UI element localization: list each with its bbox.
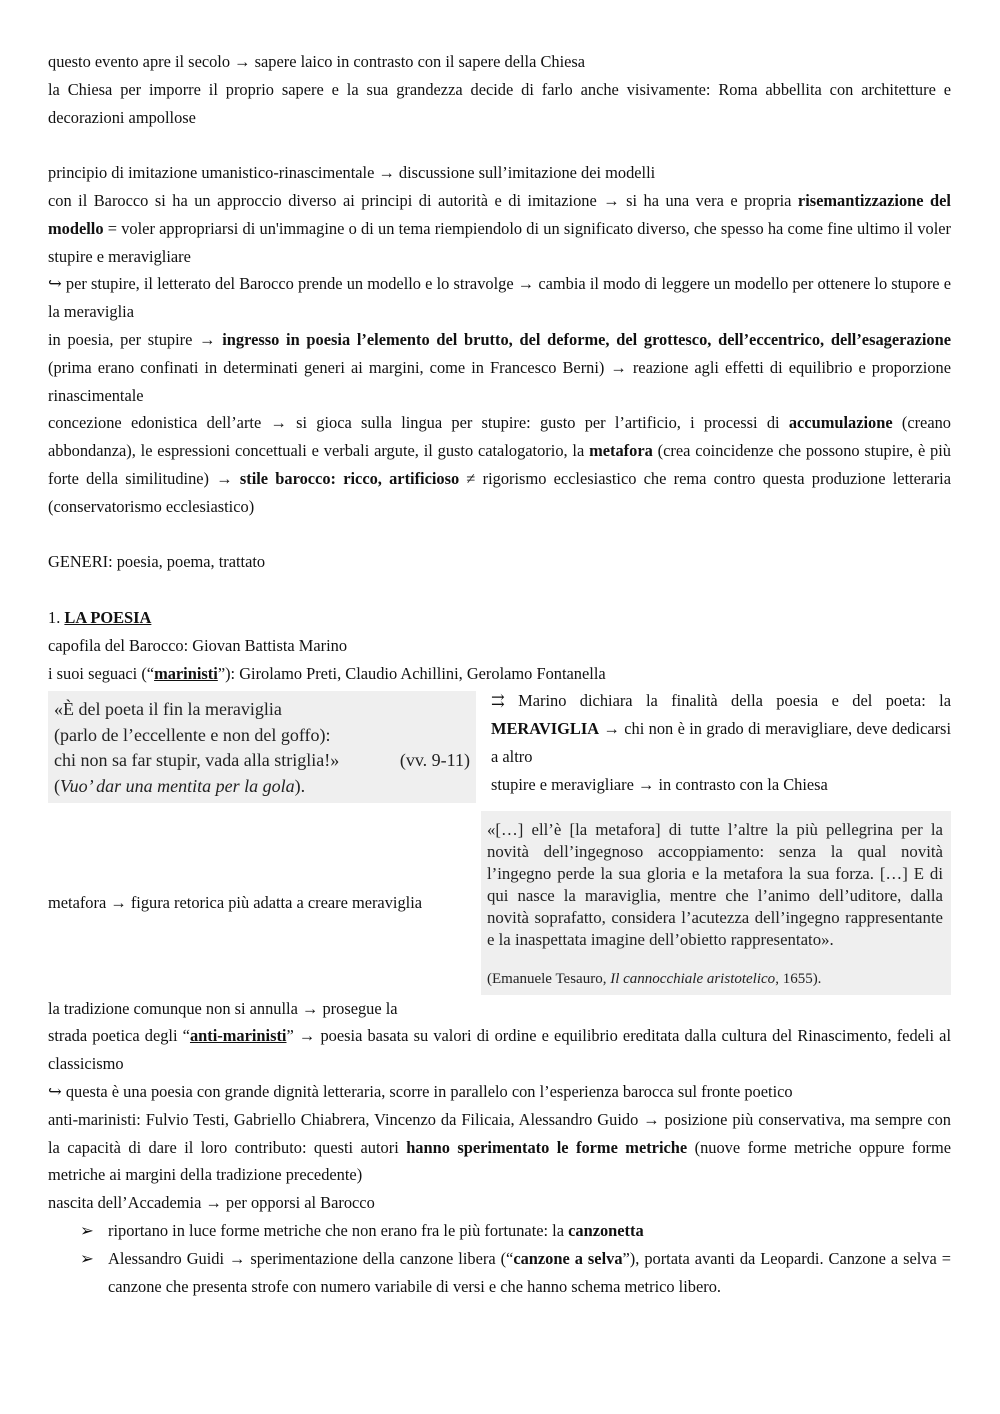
section-title: LA POESIA <box>64 607 152 627</box>
tradizione-line-3: ↪ questa è una poesia con grande dignità letteraria, scorre in parallelo con l’esperienza barocca sul fronte poetico <box>48 1082 793 1102</box>
tradizione-line-5: nascita dell’Accademia → per opporsi al Barocco <box>48 1193 375 1213</box>
intro-line-1: questo evento apre il secolo → sapere laico in contrasto con il sapere della Chiesa <box>48 52 586 71</box>
arrow-bullet-icon: ➢ <box>80 1248 94 1268</box>
accademia-list <box>48 1217 951 1300</box>
seguaci-line: i suoi seguaci (“marinisti”): Girolamo Preti, Claudio Achillini, Gerolamo Fontanella <box>48 663 606 683</box>
generi-line: GENERI: poesia, poema, trattato <box>48 552 266 572</box>
list-item: ➢ Alessandro Guidi → sperimentazione della canzone libera (“canzone a selva”), portata avanti da Leopardi. Canzone a selva = canzone che presenta strofe con numero variabile di versi e che hanno schema metrico libero. <box>80 1245 951 1301</box>
tradizione-line-1: la tradizione comunque non si annulla → prosegue la <box>48 998 398 1018</box>
marino-row <box>48 687 951 803</box>
document-page <box>48 48 951 1300</box>
metafora-note: metafora → figura retorica più adatta a creare meraviglia <box>48 893 423 913</box>
imitation-line-5: concezione edonistica dell’arte → si gioca sulla lingua per stupire: gusto per l’artificio, i processi di accumulazione (creano abbondanza), le espressioni concettuali e verbali argute, il gusto catalogatorio, la metafora (crea coincidenze che possono stupire, è più forte della similitudine) → stile barocco: ricco, artificioso ≠ rigorismo ecclesiastico che rema contro questa produzione letteraria (conservatorismo ecclesiastico) <box>48 413 951 516</box>
tesauro-quote-box: «[…] ell’è [la metafora] di tutte l’altre la più pellegrina per la novità dell’ingegnoso accoppiamento: senza la qual novità l’ingegno perde la sua gloria e la metafora la sua forza. […] E di qui nasce la maraviglia, mentre che l’animo dell’uditore, dalla novità soprafatto, considera l’acutezza dell’ingegno rappresentante e la inaspettata imagine dell’obietto rappresentato». (Emanuele Tesauro, Il cannocchiale aristotelico, 1655). <box>481 811 951 994</box>
marino-quote-box: «È del poeta il fin la meraviglia (parlo de l’eccellente e non del goffo): chi non sa far stupir, vada alla striglia!» (vv. 9-11) (Vuo’ dar una mentita per la gola). <box>48 691 476 803</box>
imitation-line-3: ↪ per stupire, il letterato del Barocco prende un modello e lo stravolge → cambia il modo di leggere un modello per ottenere lo stupore e la meraviglia <box>48 274 951 322</box>
imitation-line-2: con il Barocco si ha un approccio diverso ai principi di autorità e di imitazione → si ha una vera e propria risemantizzazione del modello = voler appropriarsi di un'immagine o di un tema riempiendolo di un significato diverso, che spesso ha come fine ultimo il voler stupire e meravigliare <box>48 190 951 266</box>
metafora-row <box>48 811 951 994</box>
intro-line-2: la Chiesa per imporre il proprio sapere e la sua grandezza decide di farlo anche visivamente: Roma abbellita con architetture e decorazioni ampollose <box>48 79 951 127</box>
list-item: ➢ riportano in luce forme metriche che non erano fra le più fortunate: la canzonetta <box>80 1217 951 1245</box>
arrow-bullet-icon: ➢ <box>80 1221 94 1241</box>
tradizione-line-4: anti-marinisti: Fulvio Testi, Gabriello Chiabrera, Vincenzo da Filicaia, Alessandro Guido → posizione più conservativa, ma sempre con la capacità di dare il loro contributo: questi autori hanno sperimentato le forme metriche (nuove forme metriche oppure forme metriche ai margini della tradizione precedente) <box>48 1109 951 1185</box>
section-heading: 1. LA POESIA <box>48 607 152 627</box>
capofila-line: capofila del Barocco: Giovan Battista Marino <box>48 635 348 655</box>
imitation-line-1: principio di imitazione umanistico-rinascimentale → discussione sull’imitazione dei modelli <box>48 163 656 183</box>
tradizione-line-2: strada poetica degli “anti-marinisti” → poesia basata su valori di ordine e equilibrio ereditata dalla cultura del Rinascimento, fedeli al classicismo <box>48 1026 951 1074</box>
imitation-line-4: in poesia, per stupire → ingresso in poesia l’elemento del brutto, del deforme, del grottesco, dell’eccentrico, dell’esagerazione (prima erano confinati in determinati generi ai margini, come in Francesco Berni) → reazione agli effetti di equilibrio e proporzione rinascimentale <box>48 329 952 405</box>
marino-note: ⇉ Marino dichiara la finalità della poesia e del poeta: la MERAVIGLIA → chi non è in grado di meravigliare, deve dedicarsi a altro stupire e meravigliare → in contrasto con la Chiesa <box>491 691 951 794</box>
